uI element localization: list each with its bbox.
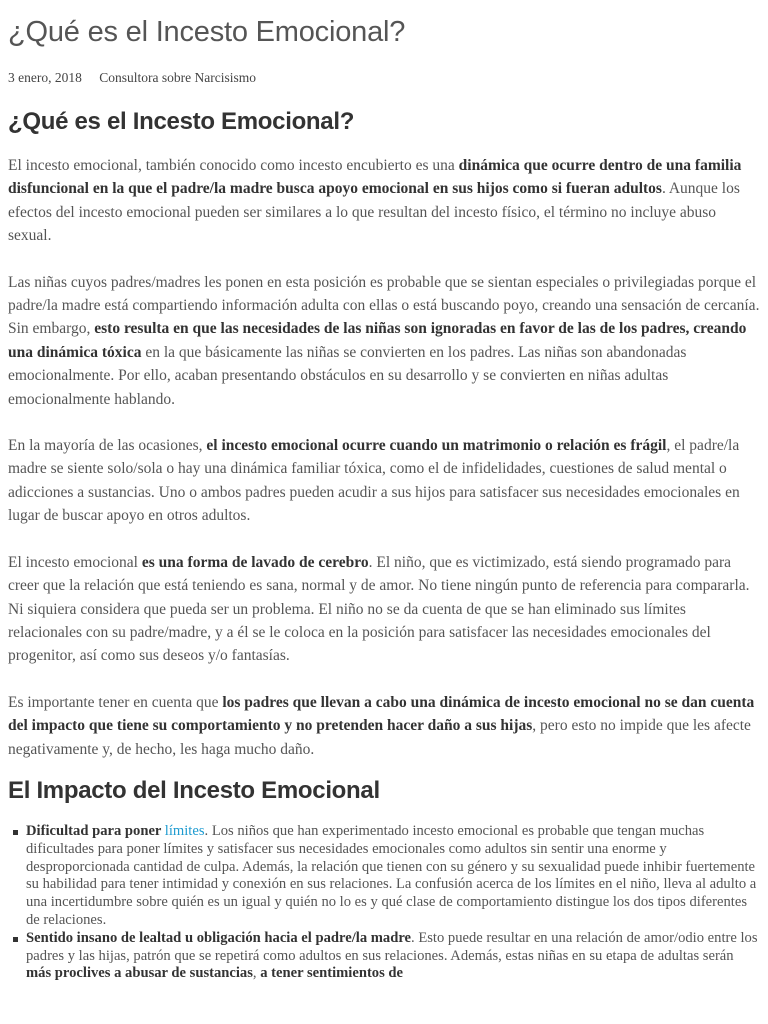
section-heading-impact: El Impacto del Incesto Emocional [8, 776, 380, 804]
text: . Los niños que han experimentado incesto emocional es probable que tengan muchas dificultades para poner límites y satisfacer sus necesidades emocionales como adultos sin sentir una enorme y desproporcionada cantidad de culpa. Además, la relación que tienen con su género y su sexualidad puede inhibir fuertemente su habilidad para tener intimidad y conexión en sus relaciones. La confusión acerca de los límites en el niño, lleva al adulto a una incertidumbre sobre quién es un igual y quién no lo es y qué clase de comportamiento distingue los dos tipos diferentes de relaciones. [26, 822, 757, 928]
list-item [26, 930, 760, 983]
bold-text: a tener sentimientos de [260, 965, 404, 982]
paragraph-1 [8, 154, 760, 248]
text: en la que básicamente las niñas se convierten en los padres. Las niñas son abandonadas emocionalmente. Por ello, acaban presentando obstáculos en su desarrollo y se convierten en niñas adultas emocionalmente hablando. [8, 343, 687, 408]
text: Es importante tener en cuenta que [8, 693, 223, 711]
bold-text: Sentido insano de lealtad u obligación hacia el padre/la madre [26, 929, 412, 946]
post-author[interactable]: Consultora sobre Narcisismo [99, 70, 256, 85]
text: Las niñas cuyos padres/madres les ponen en esta posición es probable que se sientan especiales o privilegiadas porque el padre/la madre está compartiendo información adulta con ellas o está buscando poyo, creando una sensación de cercanía. Sin embargo, [8, 273, 760, 338]
text: En la mayoría de las ocasiones, [8, 437, 207, 455]
bold-text: el incesto emocional ocurre cuando un matrimonio o relación es frágil [206, 437, 667, 455]
impact-list [8, 823, 760, 983]
paragraph-2 [8, 271, 760, 411]
bold-text: es una forma de lavado de cerebro [141, 553, 369, 571]
paragraph-4 [8, 551, 760, 668]
post-meta [8, 70, 760, 88]
text: , [252, 965, 261, 982]
text: , pero esto no impide que les afecte negativamente y, de hecho, les haga mucho daño. [8, 717, 751, 758]
paragraph-5 [8, 691, 760, 761]
bold-text: los padres que llevan a cabo una dinámica de incesto emocional no se dan cuenta del impacto que tiene su comportamiento y no pretenden hacer daño a sus hijas [8, 693, 755, 735]
bold-text: más proclives a abusar de sustancias [26, 965, 253, 982]
limites-link[interactable]: límites [164, 822, 205, 839]
paragraph-3 [8, 434, 760, 528]
section-heading-what-is: ¿Qué es el Incesto Emocional? [8, 108, 355, 135]
text: . El niño, que es victimizado, está siendo programado para creer que la relación que está teniendo es sana, normal y de amor. No tiene ningún punto de referencia para compararla. Ni siquiera considera que pueda ser un problema. El niño no se da cuenta de que se han eliminado sus límites relacionales con su padre/madre, y a él se le coloca en la posición para satisfacer las necesidades emocionales del progenitor, así como sus deseos y/o fantasías. [8, 553, 750, 665]
page-title: ¿Qué es el Incesto Emocional? [8, 16, 406, 48]
bold-text: Dificultad para poner [26, 822, 165, 839]
bold-text: dinámica que ocurre dentro de una familia disfuncional en la que el padre/la madre busca apoyo emocional en sus hijos como si fueran adultos [8, 157, 742, 198]
post-date[interactable]: 3 enero, 2018 [8, 70, 82, 85]
text: . Esto puede resultar en una relación de amor/odio entre los padres y las hijas, patrón que se repetirá como adultos en sus relaciones. Además, estas niñas en su etapa de adultas serán [26, 929, 758, 964]
text: El incesto emocional [8, 553, 142, 571]
text: , el padre/la madre se siente solo/sola o hay una dinámica familiar tóxica, como el de infidelidades, cuestiones de salud mental o adicciones a sustancias. Uno o ambos padres pueden acudir a sus hijos para satisfacer sus necesidades emocionales en lugar de buscar apoyo en otros adultos. [8, 437, 740, 525]
list-item [26, 823, 760, 930]
bold-text: esto resulta en que las necesidades de las niñas son ignoradas en favor de las de los padres, creando una dinámica tóxica [8, 320, 747, 361]
text: El incesto emocional, también conocido como incesto encubierto es una [8, 157, 459, 174]
text: . Aunque los efectos del incesto emocional pueden ser similares a lo que resultan del incesto físico, el término no incluye abuso sexual. [8, 180, 740, 245]
